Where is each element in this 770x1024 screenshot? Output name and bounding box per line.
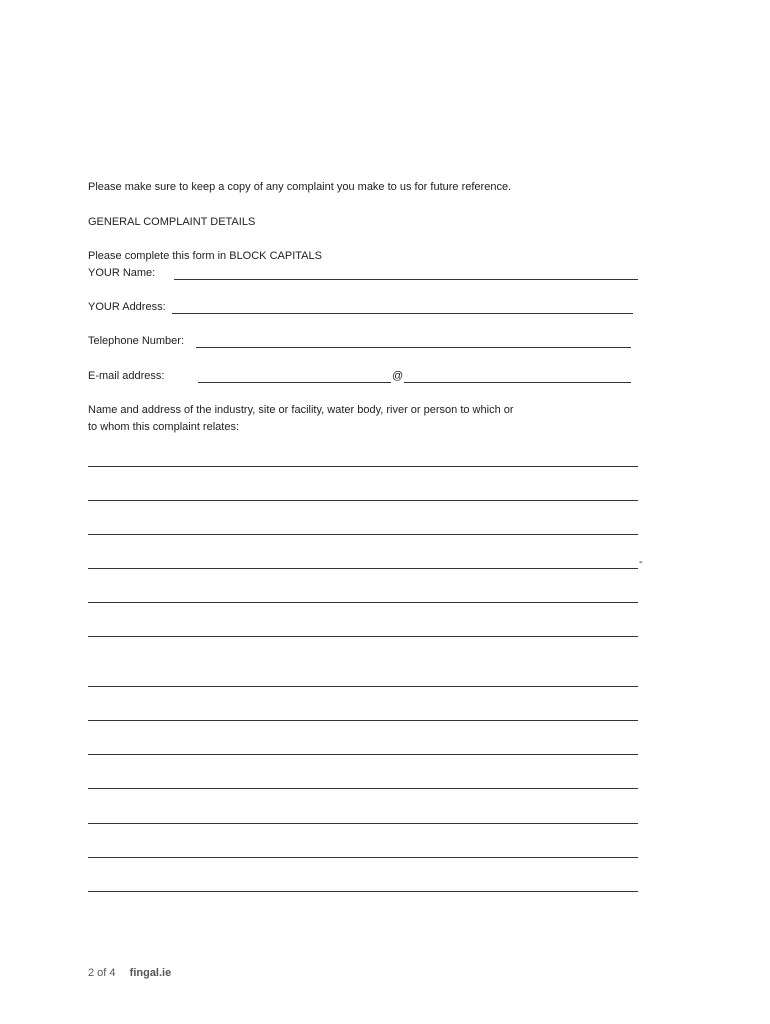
writing-line[interactable] <box>88 891 638 892</box>
writing-line[interactable] <box>88 686 638 687</box>
relates-prompt-line2: to whom this complaint relates: <box>88 421 240 433</box>
phone-field-line[interactable] <box>196 347 631 348</box>
section-title: GENERAL COMPLAINT DETAILS <box>88 216 256 228</box>
writing-line[interactable] <box>88 500 638 501</box>
address-field-line[interactable] <box>172 313 633 314</box>
footer <box>88 967 171 979</box>
writing-line[interactable] <box>88 568 638 569</box>
footer-site-name: fingal.ie <box>129 967 172 979</box>
writing-line[interactable] <box>88 754 638 755</box>
email-user-field-line[interactable] <box>198 382 391 383</box>
address-label: YOUR Address: <box>88 301 166 313</box>
stray-dash-mark: - <box>639 556 643 568</box>
intro-text: Please make sure to keep a copy of any complaint you make to us for future reference. <box>88 181 512 193</box>
email-at-sign: @ <box>392 370 404 382</box>
email-domain-field-line[interactable] <box>404 382 631 383</box>
phone-label: Telephone Number: <box>88 335 185 347</box>
email-label: E-mail address: <box>88 370 165 382</box>
instruction-text: Please complete this form in BLOCK CAPITALS <box>88 250 322 262</box>
writing-line[interactable] <box>88 823 638 824</box>
page-number: 2 of 4 <box>88 967 116 979</box>
writing-line[interactable] <box>88 602 638 603</box>
writing-line[interactable] <box>88 466 638 467</box>
writing-line[interactable] <box>88 720 638 721</box>
writing-line[interactable] <box>88 534 638 535</box>
writing-line[interactable] <box>88 857 638 858</box>
name-label: YOUR Name: <box>88 267 156 279</box>
name-field-line[interactable] <box>174 279 638 280</box>
relates-prompt-line1: Name and address of the industry, site or facility, water body, river or person to which or <box>88 404 514 416</box>
writing-line[interactable] <box>88 636 638 637</box>
writing-line[interactable] <box>88 788 638 789</box>
